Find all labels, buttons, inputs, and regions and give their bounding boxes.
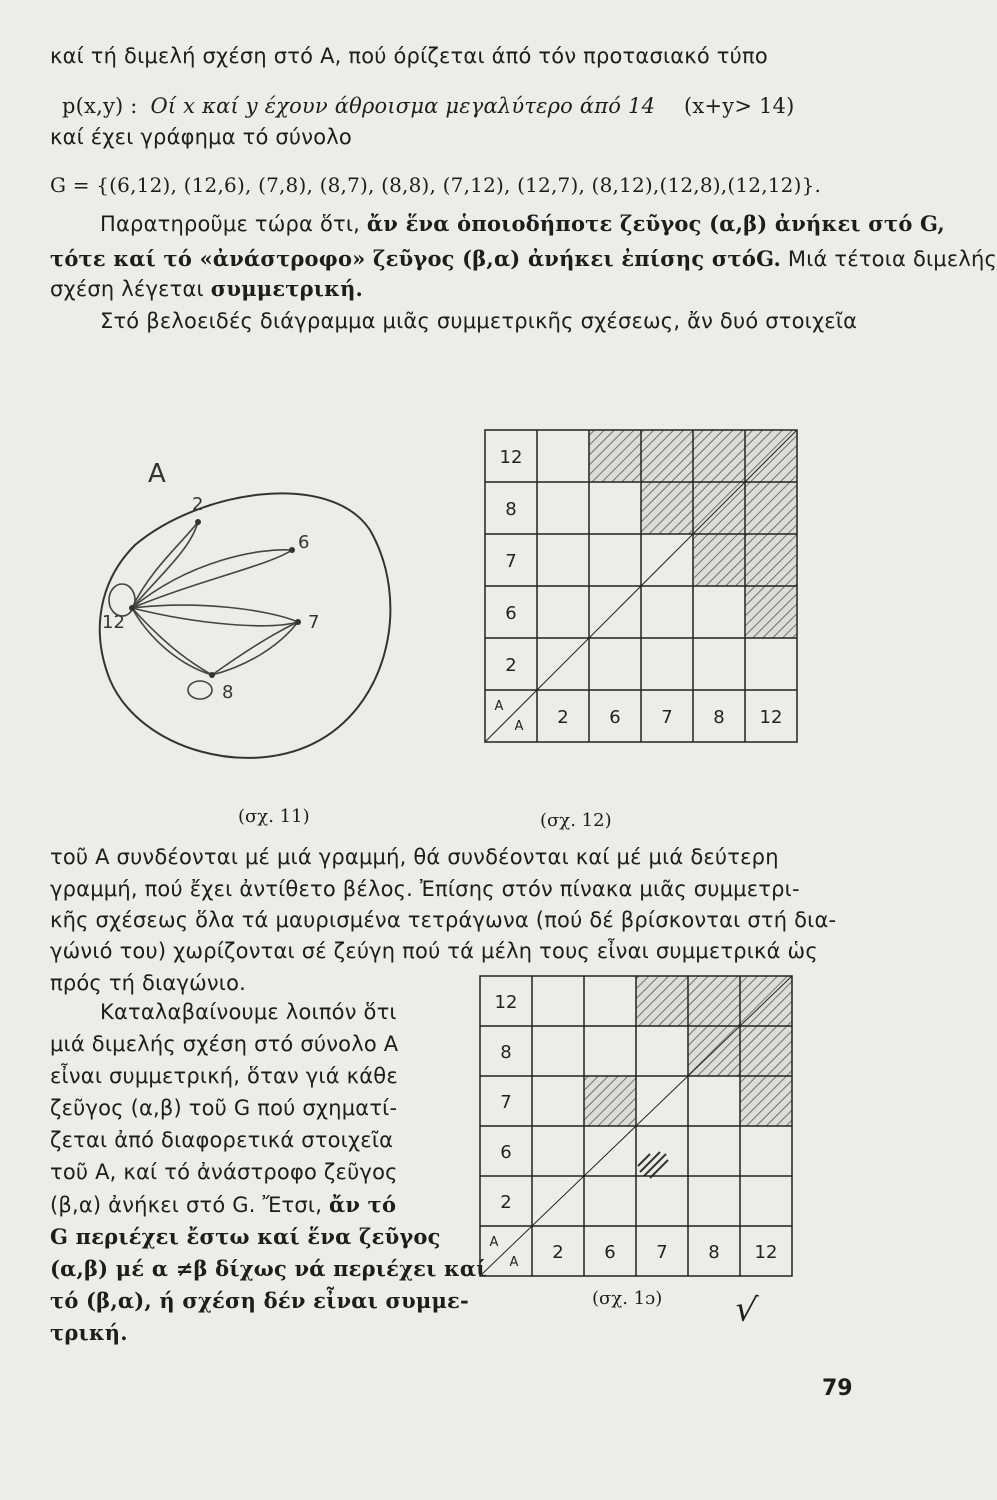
handwritten-check-mark: √: [732, 1288, 760, 1332]
loop-8: [188, 681, 212, 699]
row-label: 6: [505, 603, 517, 624]
p3-line-4: ζεῦγος (α,β) τοῦ G πού σχηματί-: [50, 1096, 398, 1120]
cell-6-12: [745, 586, 797, 638]
arrow-7-12: [132, 608, 298, 626]
row-label: 2: [505, 655, 517, 676]
formula-italic: Οί x καί y έχουν άθροισμα μεγαλύτερο άπό 14: [150, 94, 656, 118]
p3-line-3: εἶναι συμμετρική, ὅταν γιά κάθε: [50, 1064, 398, 1088]
arrow-7-8: [212, 622, 298, 675]
cell-8-12: [740, 1026, 792, 1076]
bold-span: ἄν ἕνα ὁποιοδήποτε ζεῦγος (α,β) ἀνήκει στό G,: [366, 211, 945, 236]
node-label: 8: [222, 682, 234, 703]
page-number: 79: [822, 1376, 853, 1401]
caption-fig12: (σχ. 12): [540, 810, 612, 831]
figure-11-arrow-diagram: [80, 450, 410, 790]
row-label: 12: [494, 992, 518, 1013]
formula-p: p(x,y) :: [62, 94, 138, 118]
p3-line-5: ζεται ἀπό διαφορετικά στοιχεῖα: [50, 1128, 394, 1152]
col-label: 2: [557, 707, 569, 728]
row-label: 8: [505, 499, 517, 520]
node-dot: [295, 619, 301, 625]
col-label: 12: [754, 1242, 778, 1263]
p2-line-5: πρός τή διαγώνιο.: [50, 971, 247, 995]
node-label: 12: [102, 612, 125, 633]
arrow-8-7: [212, 622, 298, 675]
bold-span: συμμετρική.: [210, 276, 364, 301]
cell-12-7: [641, 430, 693, 482]
p2-line-4: γώνιό του) χωρίζονται σέ ζεύγη πού τά μέλη τους εἶναι συμμετρικά ὡς: [50, 939, 818, 963]
grid-lines: [485, 430, 797, 742]
cell-7-12: [745, 534, 797, 586]
bold-span: τότε καί τό «ἀνάστροφο» ζεῦγος (β,α) ἀνήκει ἐπίσης στόG.: [50, 246, 781, 271]
p2-line-2: γραμμή, πού ἔχει ἀντίθετο βέλος. Ἐπίσης στόν πίνακα μιᾶς συμμετρι-: [50, 877, 800, 901]
corner-label-bottom: A: [509, 1255, 519, 1270]
cell-12-7: [636, 976, 688, 1026]
caption-fig11: (σχ. 11): [238, 806, 310, 827]
cell-8-7: [641, 482, 693, 534]
row-label: 7: [505, 551, 517, 572]
row-label: 7: [500, 1092, 512, 1113]
text-line-6: [50, 246, 997, 271]
formula-inequality: (x+y> 14): [684, 94, 795, 118]
node-dot: [209, 672, 215, 678]
corner-label-top: A: [494, 699, 504, 714]
cell-8-12: [745, 482, 797, 534]
graph-set: G = {(6,12), (12,6), (7,8), (8,7), (8,8), (7,12), (12,7), (8,12),(12,8),(12,12)}.: [50, 173, 822, 197]
text-span: σχέση λέγεται: [50, 277, 204, 301]
p3-line-10: τό (β,α), ή σχέση δέν εἶναι συμμε-: [50, 1288, 469, 1313]
col-label: 8: [708, 1242, 720, 1263]
arrow-8-12: [132, 608, 212, 675]
text-line-7: [50, 276, 363, 301]
grid-lines: [480, 976, 792, 1276]
cell-7-8: [693, 534, 745, 586]
text-line-3: καί έχει γράφημα τό σύνολο: [50, 125, 352, 149]
node-dot: [129, 605, 135, 611]
cell-12-8: [688, 976, 740, 1026]
p3-line-8: G περιέχει ἔστω καί ἕνα ζεῦγος: [50, 1224, 441, 1249]
text-line-5: [100, 211, 945, 236]
node-dot: [289, 547, 295, 553]
col-label: 6: [609, 707, 621, 728]
node-label: 6: [298, 532, 310, 553]
col-label: 2: [552, 1242, 564, 1263]
text-line-1: καί τή διμελή σχέση στό Α, πού όρίζεται άπό τόν προτασιακό τύπο: [50, 44, 768, 68]
bold-span: ἄν τό: [328, 1192, 397, 1217]
set-label: A: [148, 459, 166, 489]
p3-line-7: [50, 1192, 396, 1217]
row-label: 12: [499, 447, 523, 468]
figure-13-table: [480, 976, 800, 1288]
text-span: Μιά τέτοια διμελής: [787, 247, 997, 271]
p3-line-6: τοῦ Α, καί τό ἀνάστροφο ζεῦγος: [50, 1160, 398, 1184]
p3-line-9: (α,β) μέ α ≠β δίχως νά περιέχει καί: [50, 1256, 487, 1281]
row-label: 2: [500, 1192, 512, 1213]
text-span: Παρατηροῦμε τώρα ὅτι,: [100, 212, 361, 236]
row-label: 8: [500, 1042, 512, 1063]
p3-line-2: μιά διμελής σχέση στό σύνολο Α: [50, 1032, 399, 1056]
p3-line-11: τρική.: [50, 1320, 128, 1345]
cell-7-6: [584, 1076, 636, 1126]
text-line-2: [62, 94, 795, 118]
row-label: 6: [500, 1142, 512, 1163]
arrow-6-12: [132, 550, 292, 608]
cell-12-6: [589, 430, 641, 482]
corner-label-bottom: A: [514, 719, 524, 734]
node-label: 7: [308, 612, 320, 633]
cell-7-12: [740, 1076, 792, 1126]
node-label: 2: [192, 494, 204, 515]
pencil-scribble: [638, 1152, 668, 1178]
col-label: 7: [656, 1242, 668, 1263]
col-label: 8: [713, 707, 725, 728]
arrow-12-8: [132, 608, 212, 675]
col-label: 12: [759, 707, 783, 728]
text-line-8: Στό βελοειδές διάγραμμα μιᾶς συμμετρικῆς σχέσεως, ἄν δυό στοιχεῖα: [100, 309, 858, 333]
col-label: 7: [661, 707, 673, 728]
corner-label-top: A: [489, 1235, 499, 1250]
caption-fig13: (σχ. 1ɔ): [592, 1288, 663, 1309]
text-span: (β,α) ἀνήκει στό G. Ἔτσι,: [50, 1193, 323, 1217]
node-dot: [195, 519, 201, 525]
p2-line-1: τοῦ Α συνδέονται μέ μιά γραμμή, θά συνδέονται καί μέ μιά δεύτερη: [50, 845, 779, 869]
figure-12-table: [485, 430, 805, 742]
col-label: 6: [604, 1242, 616, 1263]
p2-line-3: κῆς σχέσεως ὅλα τά μαυρισμένα τετράγωνα (πού δέ βρίσκονται στή δια-: [50, 908, 837, 932]
cell-12-8: [693, 430, 745, 482]
p3-line-1: Καταλαβαίνουμε λοιπόν ὅτι: [100, 1000, 397, 1024]
